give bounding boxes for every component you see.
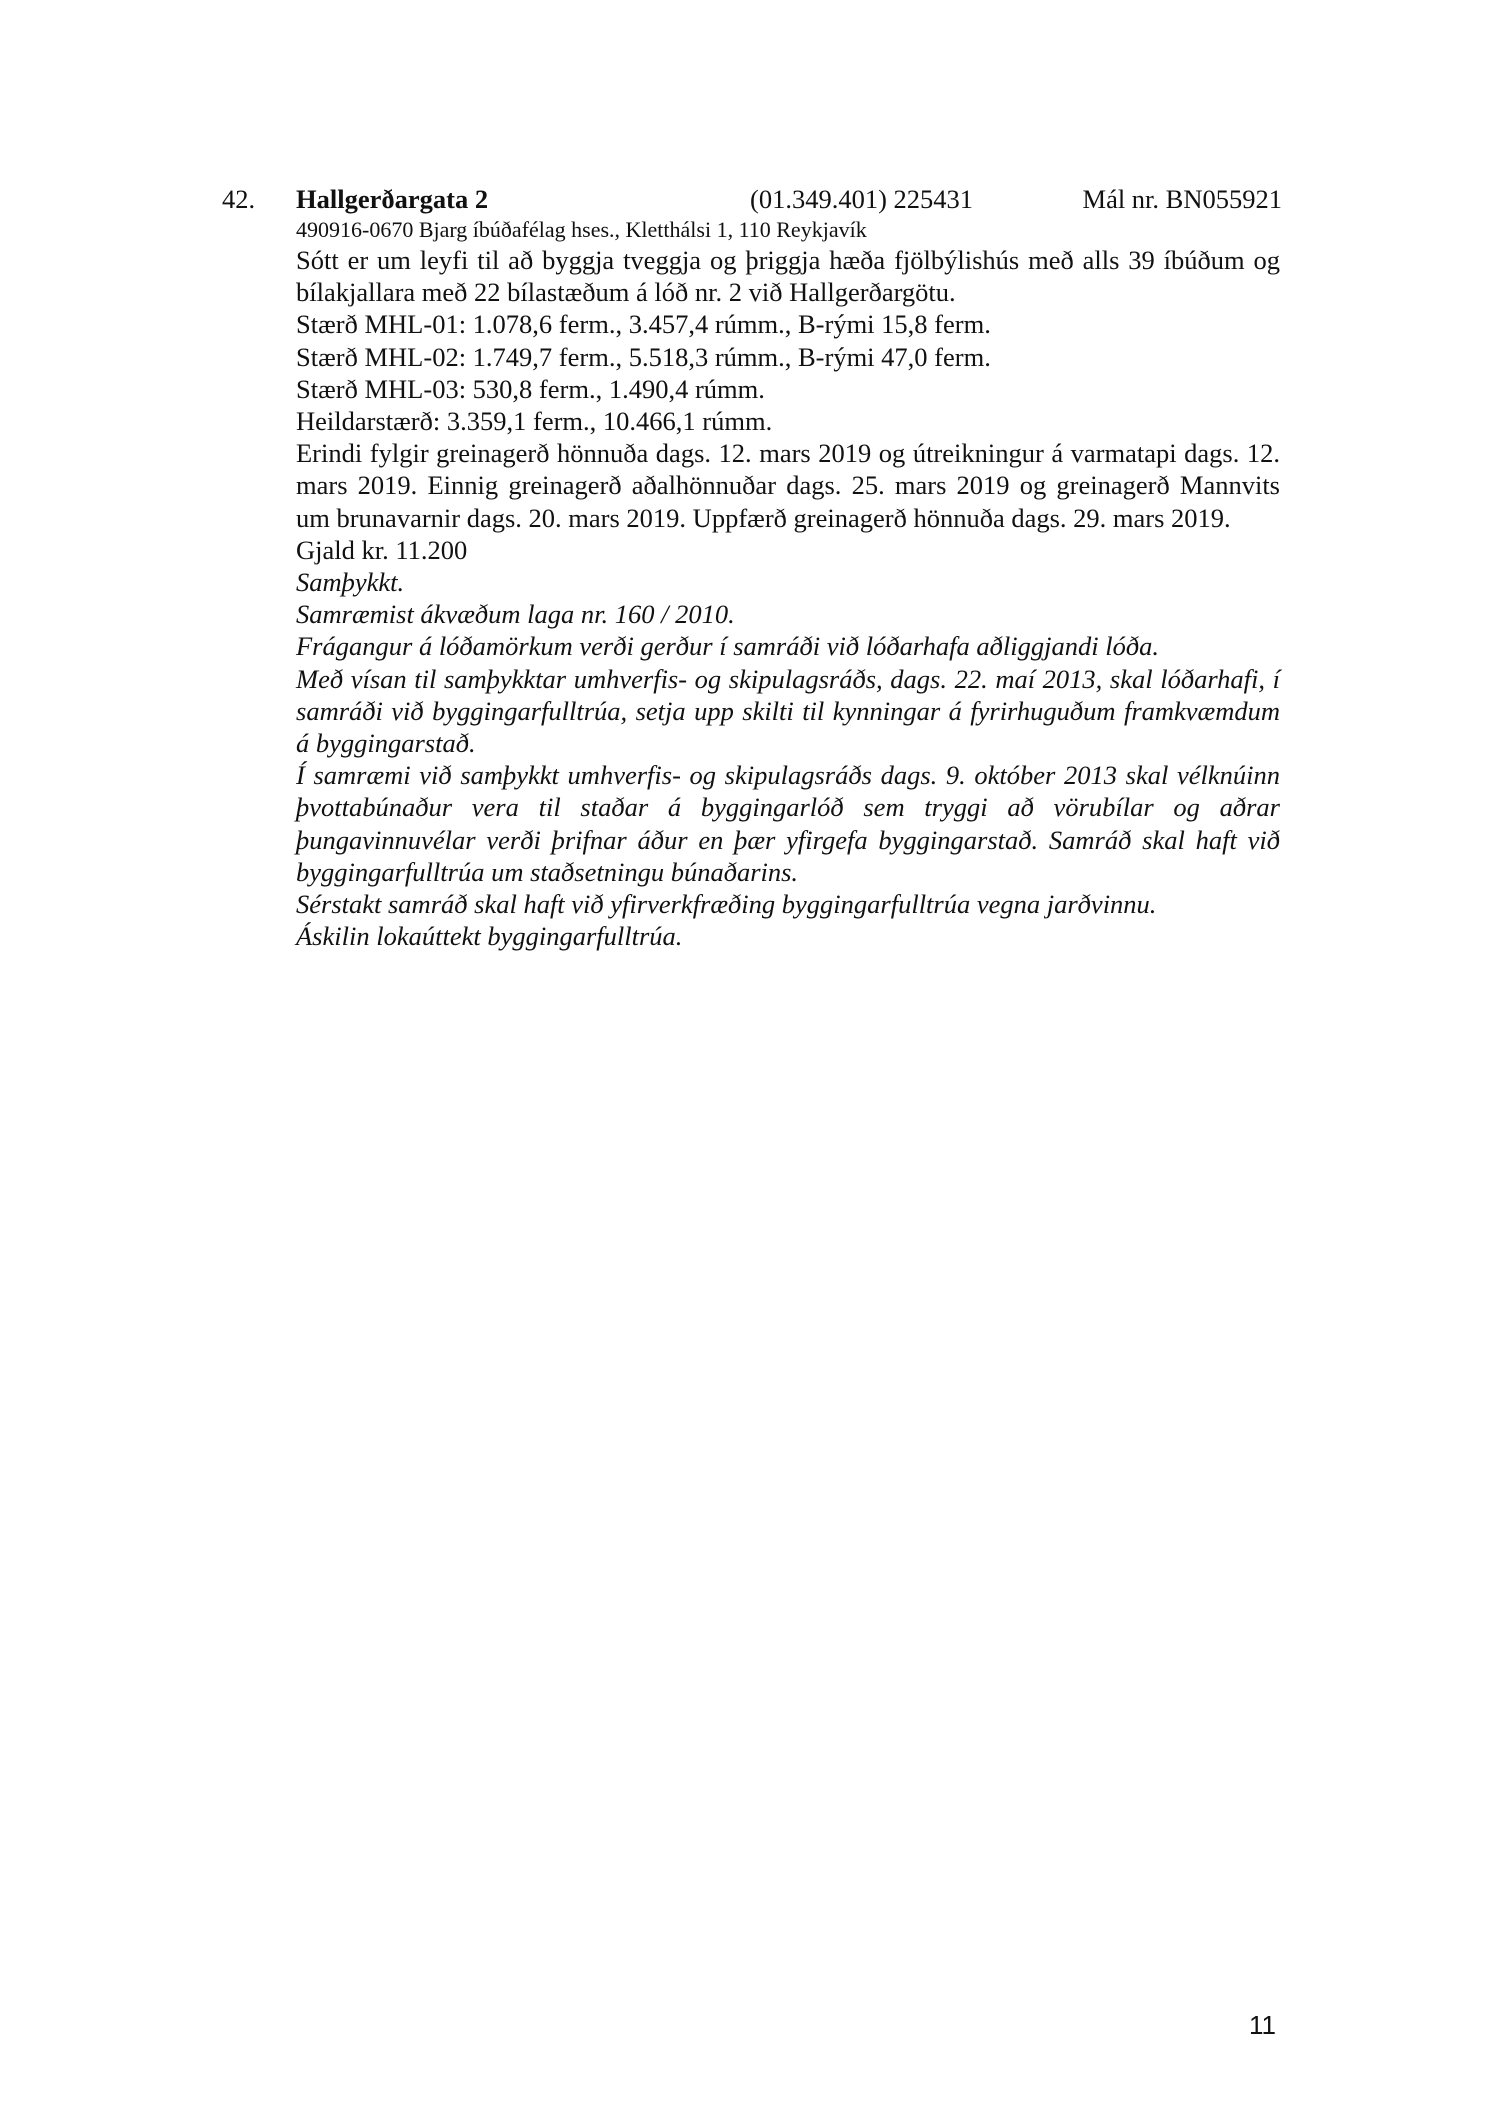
total-size-line: Heildarstærð: 3.359,1 ferm., 10.466,1 rúmm. <box>296 406 773 437</box>
condition-paragraph: Með vísan til samþykktar umhverfis- og skipulagsráðs, dags. 22. maí 2013, skal lóðarhafi, í samráði við byggingarfulltrúa, setja upp skilti til kynningar á fyrirhuguðum framkvæmdum á byggingarstað. <box>296 663 1280 759</box>
condition-line: Sérstakt samráð skal haft við yfirverkfræðing byggingarfulltrúa vegna jarðvinnu. <box>296 889 1157 920</box>
decision-line: Samþykkt. <box>296 567 405 598</box>
case-number: Mál nr. BN055921 <box>1082 184 1282 214</box>
applicant-line: 490916-0670 Bjarg íbúðafélag hses., Kletthálsi 1, 110 Reykjavík <box>296 217 867 242</box>
item-title: Hallgerðargata 2 <box>296 184 489 214</box>
condition-line: Áskilin lokaúttekt byggingarfulltrúa. <box>296 921 683 952</box>
fee-line: Gjald kr. 11.200 <box>296 534 468 565</box>
condition-paragraph: Í samræmi við samþykkt umhverfis- og skipulagsráðs dags. 9. október 2013 skal vélknúinn þvottabúnaður vera til staðar á byggingarlóð sem tryggi að vörubílar og aðrar þungavinnuvélar verði þrifnar áður en þær yfirgefa byggingarstað. Samráð skal haft við byggingarfulltrúa um staðsetningu búnaðarins. <box>296 760 1280 887</box>
item-body <box>296 216 1280 952</box>
item-number: 42. <box>222 184 256 214</box>
attachments-paragraph: Erindi fylgir greinagerð hönnuða dags. 12. mars 2019 og útreikningur á varmatapi dags. 12. mars 2019. Einnig greinagerð aðalhönnuðar dags. 25. mars 2019 og greinagerð Mannvits um brunavarnir dags. 20. mars 2019. Uppfærð greinagerð hönnuða dags. 29. mars 2019. <box>296 438 1280 533</box>
item-header <box>222 182 1282 216</box>
description-paragraph: Sótt er um leyfi til að byggja tveggja og þriggja hæða fjölbýlishús með alls 39 íbúðum og bílakjallara með 22 bílastæðum á lóð nr. 2 við Hallgerðargötu. <box>296 245 1280 308</box>
size-line: Stærð MHL-02: 1.749,7 ferm., 5.518,3 rúmm., B-rými 47,0 ferm. <box>296 341 991 372</box>
condition-line: Samræmist ákvæðum laga nr. 160 / 2010. <box>296 599 735 630</box>
size-line: Stærð MHL-03: 530,8 ferm., 1.490,4 rúmm. <box>296 373 765 404</box>
condition-line: Frágangur á lóðamörkum verði gerður í samráði við lóðarhafa aðliggjandi lóða. <box>296 631 1159 662</box>
size-line: Stærð MHL-01: 1.078,6 ferm., 3.457,4 rúmm., B-rými 15,8 ferm. <box>296 309 991 340</box>
item-reference: (01.349.401) 225431 <box>750 184 974 214</box>
agenda-item <box>222 182 1282 952</box>
page-number: 11 <box>1249 2010 1276 2040</box>
